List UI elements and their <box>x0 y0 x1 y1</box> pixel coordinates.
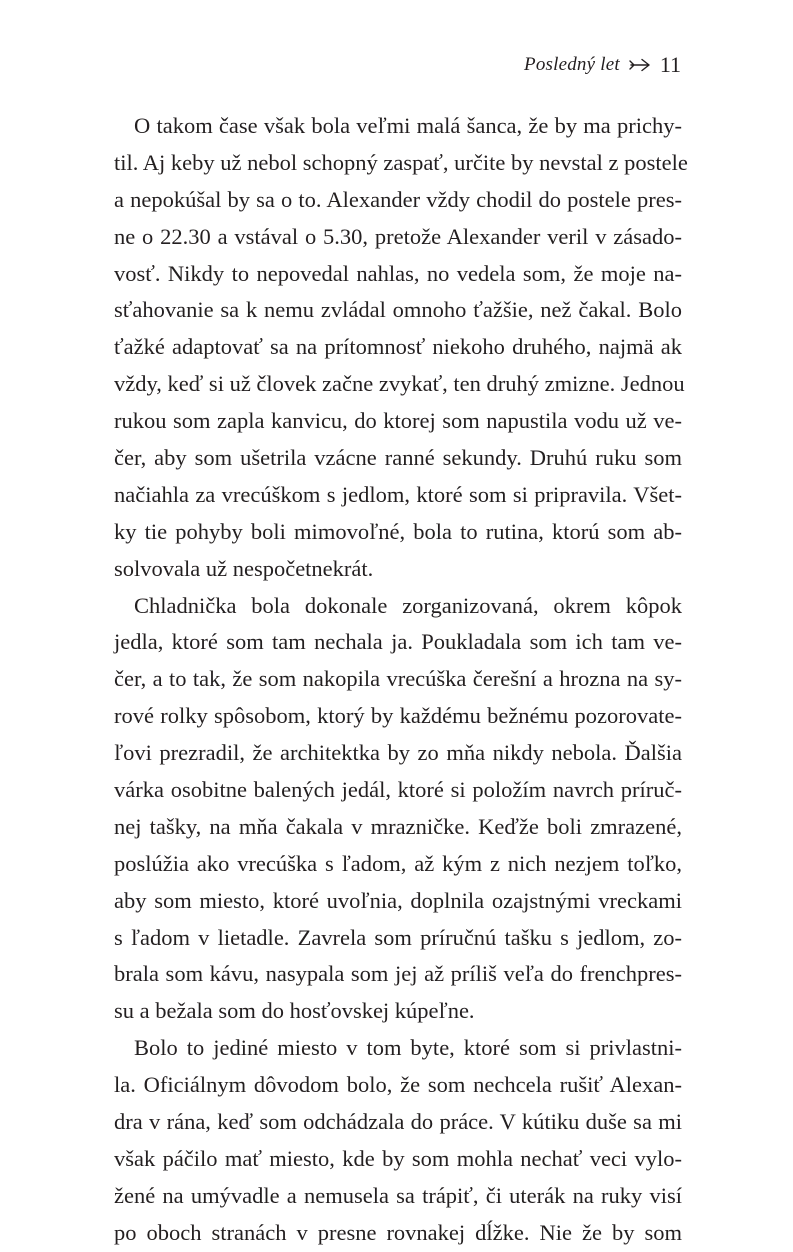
running-header-title: Posledný let <box>524 54 620 75</box>
text-line: til. Aj keby už nebol schopný zaspať, určite by nevstal z postele <box>114 149 688 175</box>
text-line: Bolo to jediné miesto v tom byte, ktoré som si privlastni- <box>134 1035 682 1061</box>
text-line: však páčilo mať miesto, kde by som mohla nechať veci vylo- <box>114 1145 682 1171</box>
text-line: nej tašky, na mňa čakala v mrazničke. Keďže boli zmrazené, <box>114 813 682 839</box>
airplane-icon <box>628 56 650 74</box>
text-line: načiahla za vrecúškom s jedlom, ktoré som si pripravila. Všet- <box>114 481 682 507</box>
text-line: žené na umývadle a nemusela sa trápiť, či uterák na ruky visí <box>114 1182 682 1208</box>
text-line: su a bežala som do hosťovskej kúpeľne. <box>114 998 475 1024</box>
text-line: rukou som zapla kanvicu, do ktorej som napustila vodu už ve- <box>114 408 682 434</box>
text-line: O takom čase však bola veľmi malá šanca, že by ma prichy- <box>134 113 682 138</box>
text-line: aby som miesto, ktoré uvoľnia, doplnila ozajstnými vreckami <box>114 887 682 913</box>
text-line: čer, a to tak, že som nakopila vrecúška čerešní a hrozna na sy- <box>114 666 682 692</box>
text-line: ľovi prezradil, že architektka by zo mňa nikdy nebola. Ďalšia <box>114 740 682 766</box>
text-line: s ľadom v lietadle. Zavrela som príručnú tašku s jedlom, zo- <box>114 924 682 950</box>
text-line: čer, aby som ušetrila vzácne ranné sekundy. Druhú ruku som <box>114 445 682 471</box>
text-line: sťahovanie sa k nemu zvládal omnoho ťažšie, než čakal. Bolo <box>114 297 682 323</box>
page-number: 11 <box>659 52 681 77</box>
text-line: rové rolky spôsobom, ktorý by každému bežnému pozorovate- <box>114 703 682 729</box>
running-header <box>524 51 681 79</box>
text-line: ťažké adaptovať sa na prítomnosť niekoho druhého, najmä ak <box>114 334 682 360</box>
text-line: ne o 22.30 a vstával o 5.30, pretože Alexander veril v zásado- <box>114 223 682 249</box>
text-line: vždy, keď si už človek začne zvykať, ten druhý zmizne. Jednou <box>114 371 685 397</box>
text-line: po oboch stranách v presne rovnakej dĺžke. Nie že by som <box>114 1219 682 1245</box>
text-line: várka osobitne balených jedál, ktoré si položím navrch príruč- <box>114 777 682 803</box>
text-line: solvovala už nespočetnekrát. <box>114 555 374 581</box>
text-line: dra v rána, keď som odchádzala do práce. V kútiku duše sa mi <box>114 1109 682 1135</box>
text-line: la. Oficiálnym dôvodom bolo, že som nechcela rušiť Alexan- <box>114 1072 682 1098</box>
text-line: Chladnička bola dokonale zorganizovaná, okrem kôpok <box>134 592 682 618</box>
text-line: brala som kávu, nasypala som jej až príliš veľa do frenchpres- <box>114 961 682 987</box>
text-line: ky tie pohyby boli mimovoľné, bola to rutina, ktorú som ab- <box>114 518 682 544</box>
text-line: jedla, ktoré som tam nechala ja. Poukladala som ich tam ve- <box>114 629 682 655</box>
body-text <box>114 108 688 1252</box>
text-line: vosť. Nikdy to nepovedal nahlas, no vedela som, že moje na- <box>114 260 682 286</box>
text-line: a nepokúšal by sa o to. Alexander vždy chodil do postele pres- <box>114 186 682 212</box>
text-line: poslúžia ako vrecúška s ľadom, až kým z nich nezjem toľko, <box>114 850 682 876</box>
